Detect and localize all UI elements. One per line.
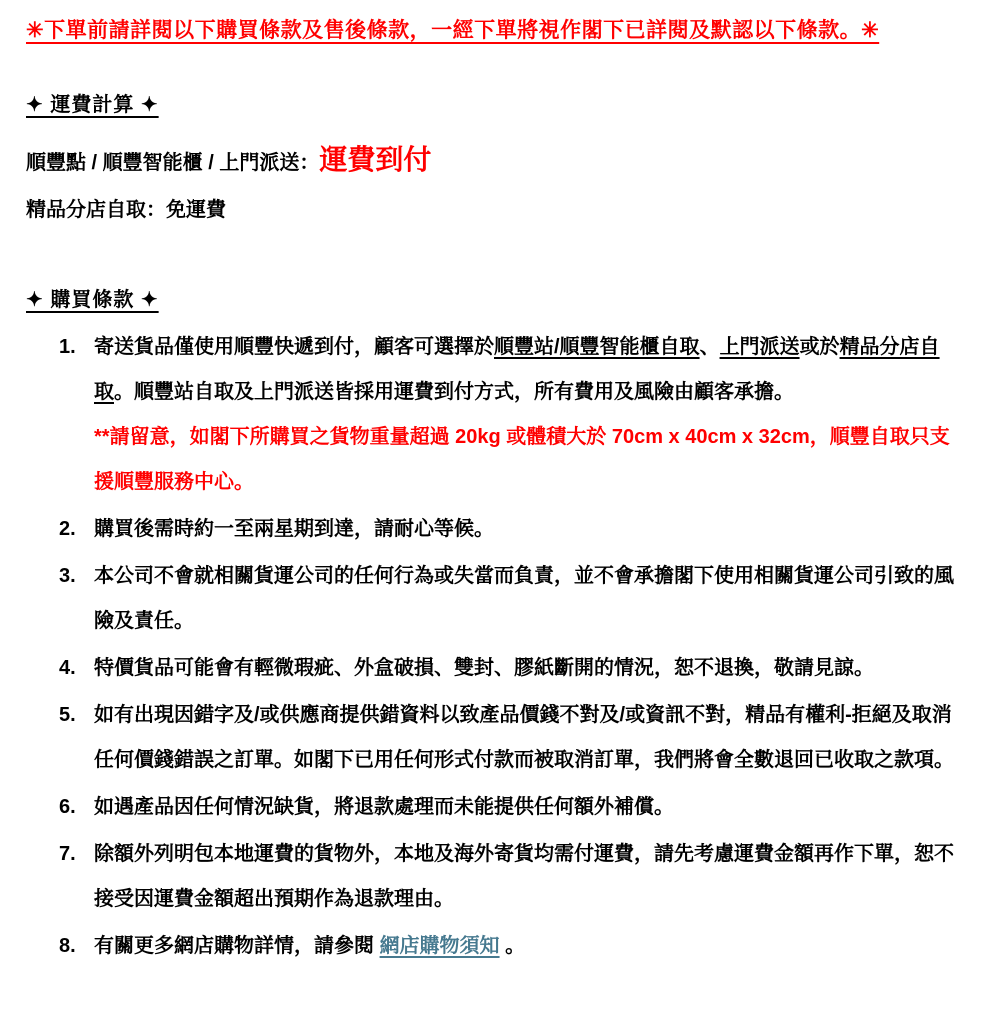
text-segment: 或於: [799, 336, 840, 358]
item-text: 本公司不會就相關貨運公司的任何行為或失當而負責，並不會承擔閣下使用相關貨運公司引致的風險及責任。: [94, 565, 954, 632]
shopping-guide-link[interactable]: 網店購物須知: [379, 935, 500, 957]
sf-station-pickup-underline: 順豐站/順豐智能櫃自取: [494, 336, 700, 358]
weight-limit-note: **請留意，如閣下所購買之貨物重量超過 20kg 或體積大於 70cm x 40cm x 32cm，順豐自取只支援順豐服務中心。: [94, 426, 950, 493]
store-pickup-underline: 精品分店自取: [94, 336, 940, 403]
item-text: [94, 924, 967, 969]
item-number: 7.: [59, 843, 76, 865]
text-segment: 有關更多網店購物詳情，請參閱: [94, 935, 380, 957]
text-segment: 寄送貨品僅使用順豐快遞到付，顧客可選擇於: [94, 336, 494, 358]
item-number: 8.: [59, 935, 76, 957]
item-text: [94, 325, 967, 505]
notice-banner: ✳下單前請詳閱以下購買條款及售後條款，一經下單將視作閣下已詳閱及默認以下條款。✳: [26, 19, 880, 42]
freight-collect-value: 運費到付: [319, 144, 432, 175]
list-item-3: [59, 554, 967, 644]
item-number: 3.: [59, 565, 76, 587]
text-segment: 。: [499, 935, 526, 957]
item-number: 6.: [59, 796, 76, 818]
item-text: 特價貨品可能會有輕微瑕疵、外盒破損、雙封、膠紙斷開的情況，恕不退換，敬請見諒。: [94, 657, 874, 679]
section-heading-shipping-fee: ✦ 運費計算 ✦: [26, 94, 159, 116]
item-number: 2.: [59, 518, 76, 540]
item-number: 1.: [59, 336, 76, 358]
list-item-4: [59, 646, 967, 691]
list-item-5: [59, 693, 967, 783]
list-item-6: [59, 785, 967, 830]
terms-list: [59, 325, 967, 969]
list-item-8: [59, 924, 967, 969]
item-text: 除額外列明包本地運費的貨物外，本地及海外寄貨均需付運費，請先考慮運費金額再作下單，恕不接受因運費金額超出預期作為退款理由。: [94, 843, 954, 910]
item-text: 購買後需時約一至兩星期到達，請耐心等候。: [94, 518, 494, 540]
section-heading-purchase-terms: ✦ 購買條款 ✦: [26, 289, 159, 311]
list-item-2: [59, 507, 967, 552]
list-item-7: [59, 832, 967, 922]
text-segment: 、: [699, 336, 720, 358]
store-pickup-line: 精品分店自取：免運費: [26, 199, 226, 221]
home-delivery-underline: 上門派送: [719, 336, 800, 358]
item-text: 如有出現因錯字及/或供應商提供錯資料以致產品價錢不對及/或資訊不對，精品有權利-拒絕及取消任何價錢錯誤之訂單。如閣下已用任何形式付款而被取消訂單，我們將會全數退回已收取之款項。: [94, 704, 954, 771]
shipping-methods-label: 順豐點 / 順豐智能櫃 / 上門派送：: [26, 152, 320, 174]
item-text: 如遇產品因任何情況缺貨，將退款處理而未能提供任何額外補償。: [94, 796, 674, 818]
item-number: 4.: [59, 657, 76, 679]
list-item-1: [59, 325, 967, 505]
item-number: 5.: [59, 704, 76, 726]
text-segment: 。順豐站自取及上門派送皆採用運費到付方式，所有費用及風險由顧客承擔。: [114, 381, 794, 403]
shipping-methods-line: [26, 142, 967, 181]
